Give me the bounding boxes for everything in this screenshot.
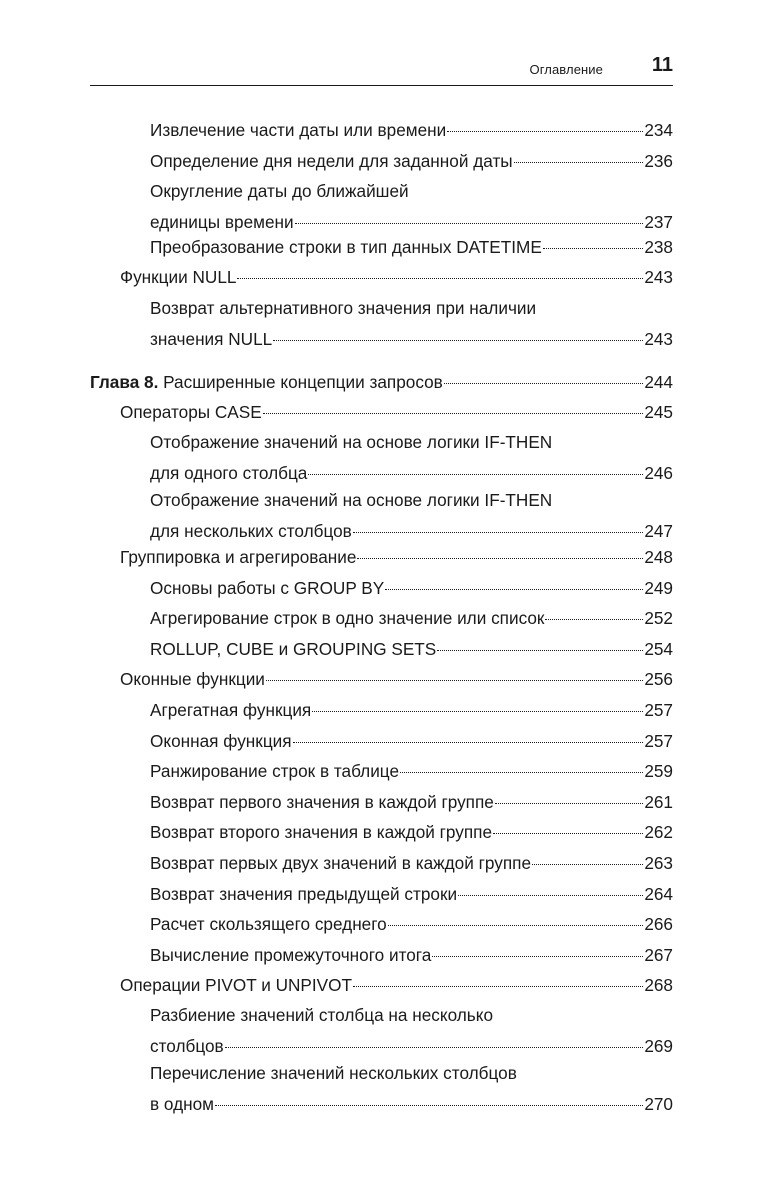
entry-page: 238 [644, 237, 673, 257]
toc-line [150, 178, 673, 209]
toc-line [150, 117, 673, 143]
entry-page: 243 [644, 267, 673, 287]
toc-entry [150, 117, 673, 143]
dot-leader [308, 474, 643, 475]
toc-line [120, 264, 673, 290]
entry-page: 249 [644, 578, 673, 598]
dot-leader [273, 340, 643, 341]
entry-title: ROLLUP, CUBE и GROUPING SETS [150, 639, 437, 659]
toc-line [150, 636, 673, 662]
toc-entry [120, 264, 673, 290]
entry-title: значения NULL [150, 329, 273, 349]
toc-line [150, 697, 673, 723]
toc-entry [150, 728, 673, 754]
toc-entry [150, 819, 673, 845]
entry-page: 264 [644, 884, 673, 904]
toc-line [150, 605, 673, 631]
dot-leader [543, 248, 643, 249]
entry-page: 237 [644, 212, 673, 232]
toc-entry [120, 972, 673, 998]
toc-entry [150, 295, 673, 352]
entry-page: 236 [644, 151, 673, 171]
toc-line [150, 295, 673, 326]
entry-title: Основы работы с GROUP BY [150, 578, 385, 598]
toc-line [120, 666, 673, 692]
dot-leader [263, 413, 644, 414]
dot-leader [447, 131, 643, 132]
toc-entry [150, 911, 673, 937]
toc-entry [150, 605, 673, 631]
entry-page: 243 [644, 329, 673, 349]
toc-entry [150, 429, 673, 486]
entry-page: 256 [644, 669, 673, 689]
entry-title-line: Перечисление значений нескольких столбцов [150, 1063, 517, 1083]
entry-title: Операции PIVOT и UNPIVOT [120, 975, 352, 995]
entry-title: Расширенные концепции запросов [158, 372, 443, 392]
entry-page: 247 [644, 521, 673, 541]
toc-line [120, 544, 673, 570]
entry-page: 245 [644, 402, 673, 422]
toc-line [150, 518, 673, 544]
entry-title: Группировка и агрегирование [120, 547, 357, 567]
entry-page: 270 [644, 1094, 673, 1114]
toc-line [150, 819, 673, 845]
entry-title: единицы времени [150, 212, 294, 232]
dot-leader [266, 680, 643, 681]
toc-line [150, 1091, 673, 1117]
toc-entry [120, 544, 673, 570]
entry-title: Определение дня недели для заданной даты [150, 151, 513, 171]
dot-leader [237, 278, 643, 279]
toc-line [150, 850, 673, 876]
toc-entry [150, 942, 673, 968]
dot-leader [353, 986, 643, 987]
toc-line [150, 881, 673, 907]
chapter-title [90, 369, 443, 395]
toc-entry [150, 789, 673, 815]
chapter-label: Глава 8. [90, 372, 159, 392]
entry-title: столбцов [150, 1036, 224, 1056]
dot-leader [444, 383, 643, 384]
entry-page: 267 [644, 945, 673, 965]
entry-page: 248 [644, 547, 673, 567]
dot-leader [312, 711, 643, 712]
toc-line [150, 487, 673, 518]
entry-title: Возврат первого значения в каждой группе [150, 792, 494, 812]
entry-title: Оконные функции [120, 669, 265, 689]
entry-title: Операторы CASE [120, 402, 262, 422]
page-number: 11 [651, 54, 673, 76]
entry-page: 268 [644, 975, 673, 995]
toc-line [150, 728, 673, 754]
toc-entry [150, 1060, 673, 1117]
dot-leader [215, 1105, 643, 1106]
entry-title: Агрегатная функция [150, 700, 312, 720]
toc-line [150, 326, 673, 352]
entry-page: 263 [644, 853, 673, 873]
toc-entry [120, 399, 673, 425]
toc-line [120, 399, 673, 425]
dot-leader [432, 956, 643, 957]
entry-page: 261 [644, 792, 673, 812]
entry-page: 246 [644, 463, 673, 483]
toc-entry [150, 1002, 673, 1059]
toc-line [150, 758, 673, 784]
toc-entry [150, 575, 673, 601]
toc-line [150, 429, 673, 460]
dot-leader [357, 558, 643, 559]
dot-leader [532, 864, 643, 865]
toc-line [150, 234, 673, 260]
entry-title-line: Возврат альтернативного значения при наличии [150, 298, 537, 318]
dot-leader [495, 803, 643, 804]
toc-entry [120, 666, 673, 692]
toc-line [150, 460, 673, 486]
toc-line [150, 1033, 673, 1059]
entry-page: 269 [644, 1036, 673, 1056]
toc-line [150, 1002, 673, 1033]
toc-entry [150, 234, 673, 260]
entry-title: Ранжирование строк в таблице [150, 761, 400, 781]
dot-leader [295, 223, 644, 224]
toc-line [150, 209, 673, 235]
dot-leader [293, 742, 644, 743]
dot-leader [388, 925, 644, 926]
entry-page: 262 [644, 822, 673, 842]
dot-leader [225, 1047, 644, 1048]
toc-line [150, 942, 673, 968]
entry-title: Вычисление промежуточного итога [150, 945, 432, 965]
toc-entry [150, 697, 673, 723]
entry-page: 257 [644, 700, 673, 720]
toc-entry [150, 148, 673, 174]
entry-title-line: Разбиение значений столбца на несколько [150, 1005, 494, 1025]
chapter-entry [90, 369, 673, 395]
toc-entry [150, 758, 673, 784]
entry-title: для нескольких столбцов [150, 521, 352, 541]
toc-line [150, 1060, 673, 1091]
entry-title: Функции NULL [120, 267, 237, 287]
toc-line [150, 911, 673, 937]
running-title: Оглавление [529, 62, 603, 77]
toc-entry [150, 487, 673, 544]
dot-leader [437, 650, 643, 651]
entry-page: 257 [644, 731, 673, 751]
entry-title-line: Отображение значений на основе логики IF-THEN [150, 432, 553, 452]
dot-leader [385, 589, 643, 590]
toc-line [150, 789, 673, 815]
dot-leader [400, 772, 643, 773]
entry-title: Извлечение части даты или времени [150, 120, 447, 140]
entry-page: 254 [644, 639, 673, 659]
toc-line [90, 369, 673, 395]
entry-title: Возврат первых двух значений в каждой группе [150, 853, 532, 873]
entry-title: Возврат второго значения в каждой группе [150, 822, 493, 842]
toc-entry [150, 881, 673, 907]
dot-leader [545, 619, 643, 620]
entry-title-line: Отображение значений на основе логики IF-THEN [150, 490, 553, 510]
dot-leader [514, 162, 644, 163]
entry-page: 234 [644, 120, 673, 140]
entry-title: Расчет скользящего среднего [150, 914, 387, 934]
entry-title: для одного столбца [150, 463, 308, 483]
dot-leader [458, 895, 643, 896]
dot-leader [353, 532, 643, 533]
entry-page: 266 [644, 914, 673, 934]
entry-title-line: Округление даты до ближайшей [150, 181, 409, 201]
entry-page: 244 [644, 372, 673, 392]
toc-line [150, 148, 673, 174]
entry-page: 259 [644, 761, 673, 781]
toc-entry [150, 850, 673, 876]
toc-entry [150, 636, 673, 662]
entry-title: Преобразование строки в тип данных DATETIME [150, 237, 542, 257]
toc-line [120, 972, 673, 998]
dot-leader [493, 833, 643, 834]
entry-title: Оконная функция [150, 731, 292, 751]
entry-title: Возврат значения предыдущей строки [150, 884, 458, 904]
entry-title: в одном [150, 1094, 214, 1114]
entry-title: Агрегирование строк в одно значение или список [150, 608, 545, 628]
entry-page: 252 [644, 608, 673, 628]
toc-line [150, 575, 673, 601]
toc-entry [150, 178, 673, 235]
